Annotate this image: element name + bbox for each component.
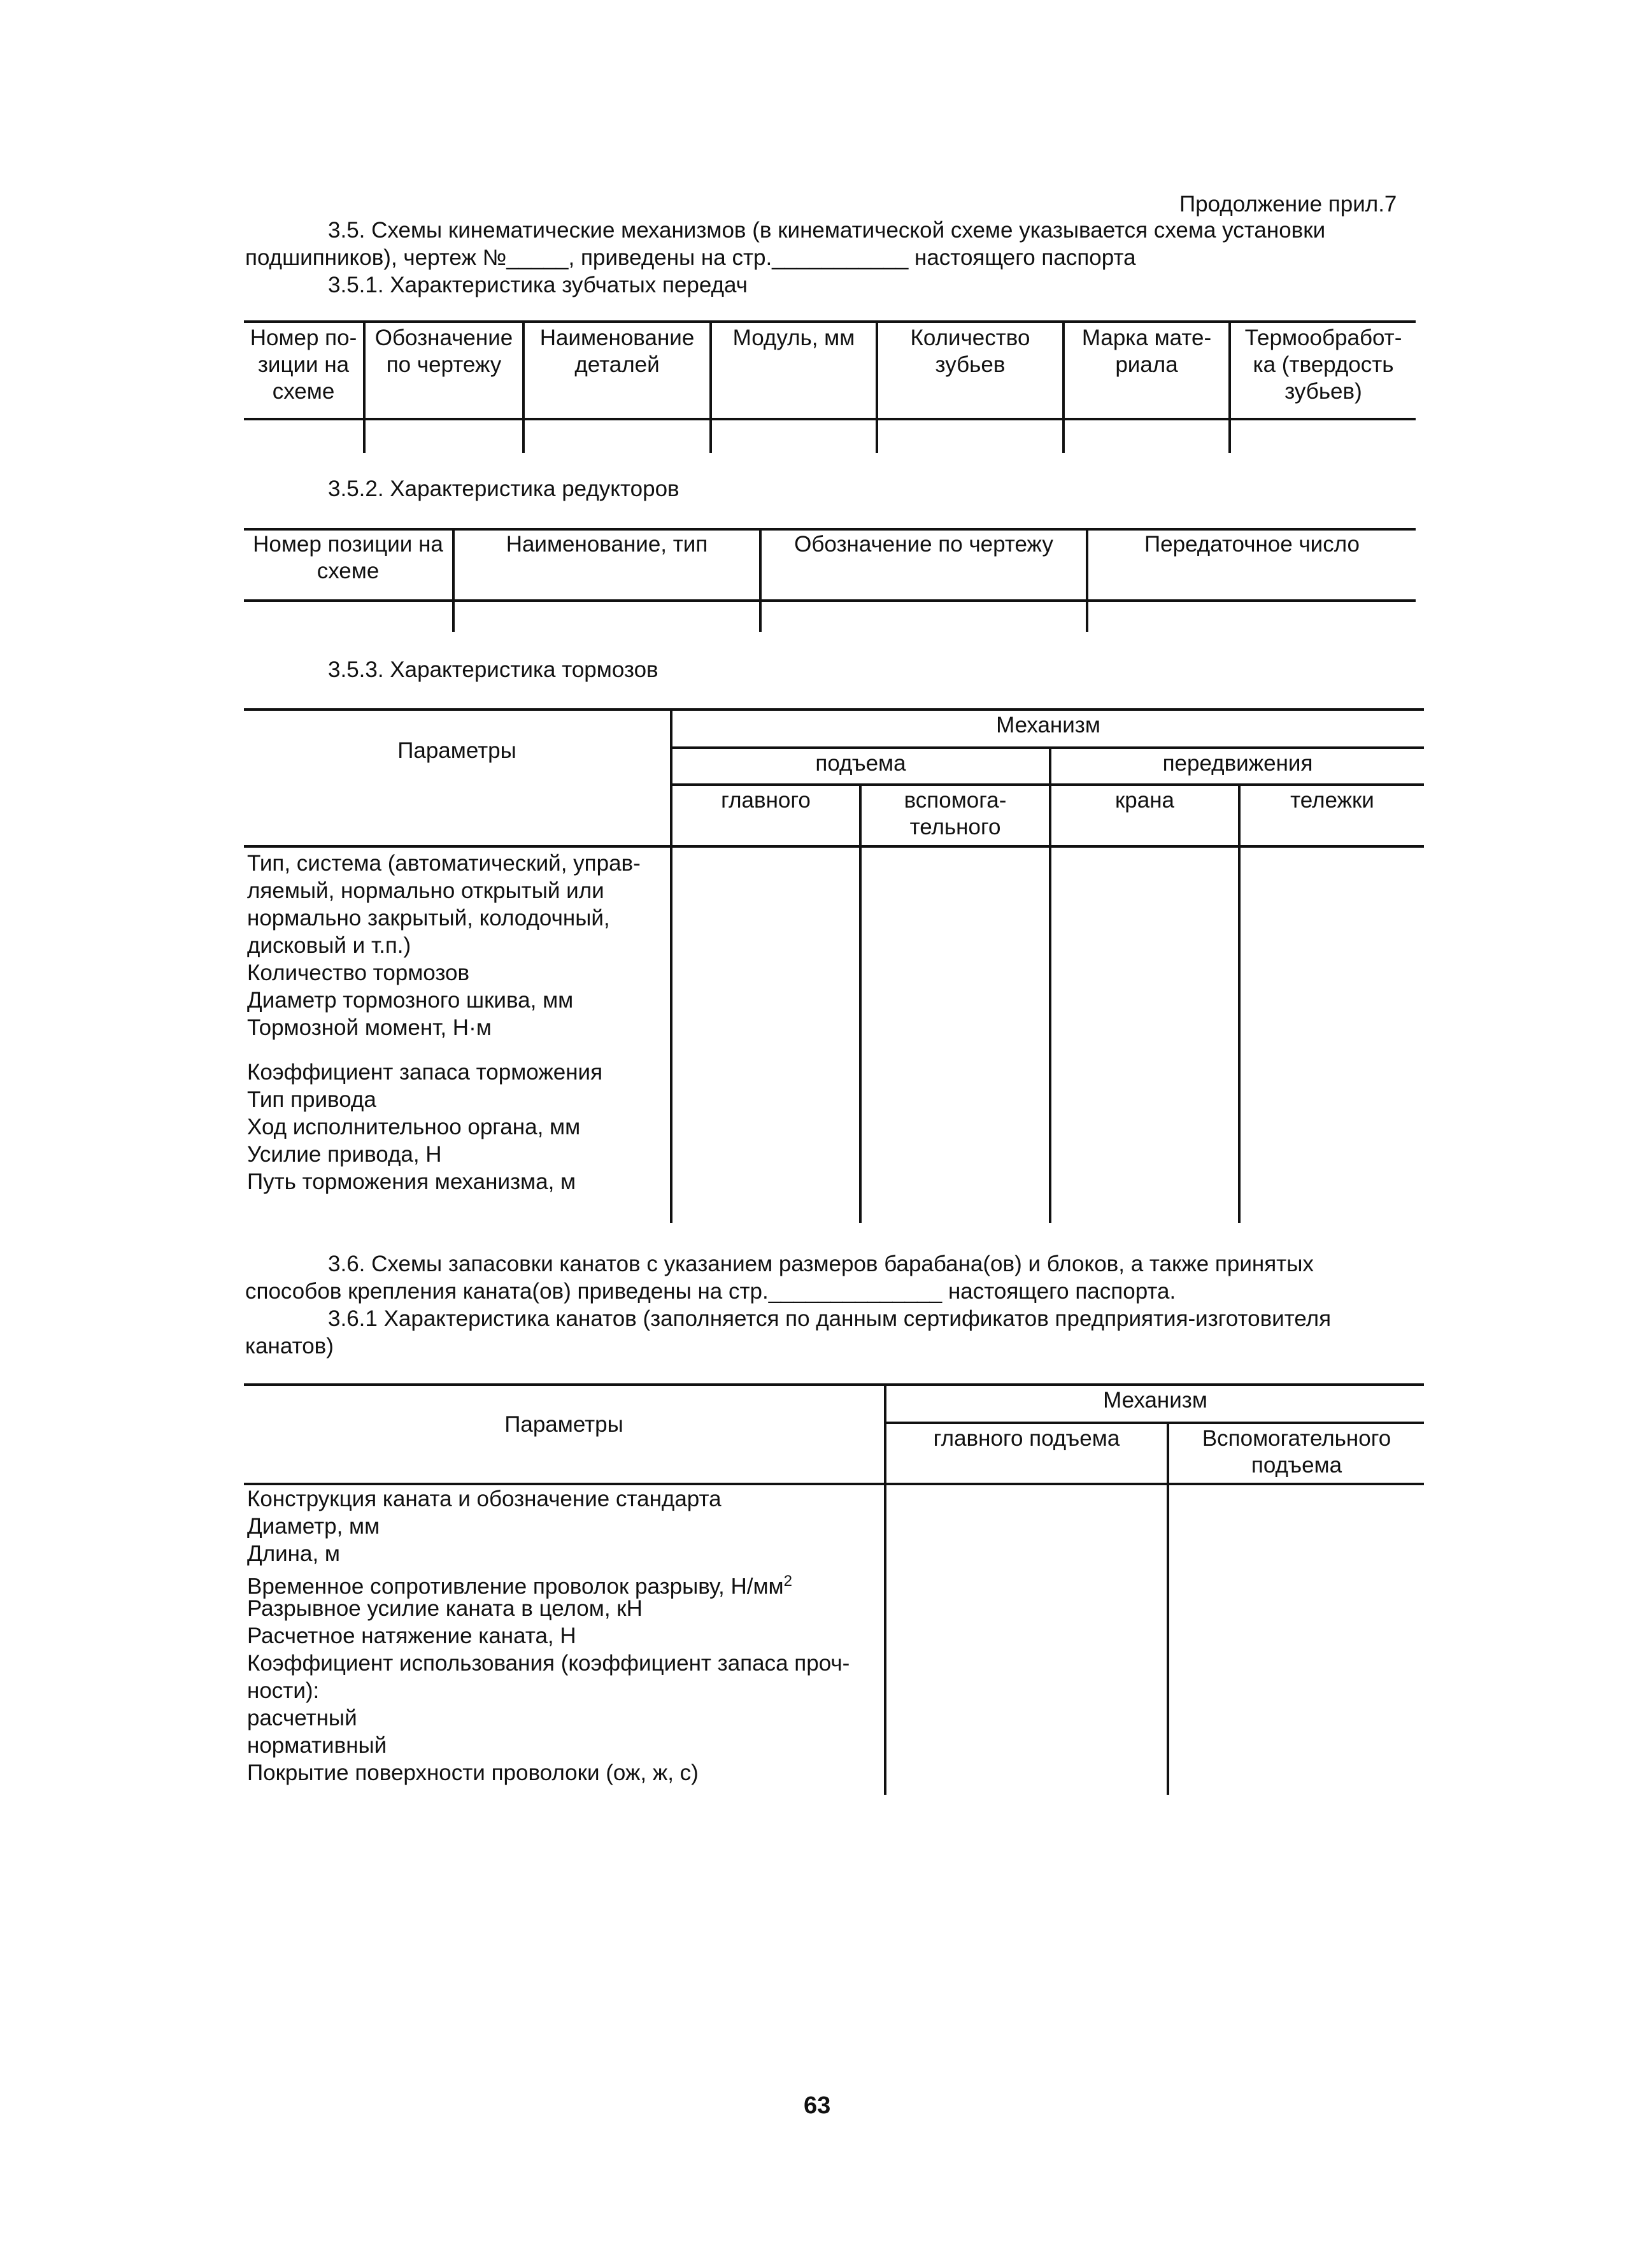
brake-param-row: Коэффициент запаса торможения <box>247 1060 603 1085</box>
brake-param-row: дисковый и т.п.) <box>247 933 411 958</box>
table-rule <box>244 845 1424 848</box>
table-divider <box>670 708 672 1223</box>
brake-param-row: Усилие привода, Н <box>247 1142 442 1167</box>
table-rule <box>670 783 1424 786</box>
brake-param-row: Диаметр тормозного шкива, мм <box>247 988 574 1013</box>
rope-param-row: Расчетное натяжение каната, Н <box>247 1623 576 1648</box>
table-rule <box>244 599 1416 602</box>
table-rule <box>670 746 1424 749</box>
rope-param-row: расчетный <box>247 1706 357 1730</box>
section-3-6-line1: 3.6. Схемы запасовки канатов с указанием размеров барабана(ов) и блоков, а также принятых <box>328 1252 1314 1276</box>
reducers-header-position: Номер позиции на схеме <box>253 532 443 583</box>
brakes-title: 3.5.3. Характеристика тормозов <box>328 657 658 682</box>
reducers-header-ratio: Передаточное число <box>1144 532 1360 557</box>
table-rule <box>244 708 1424 711</box>
table-divider <box>859 783 862 1223</box>
rope-param-row: Разрывное усилие каната в целом, кН <box>247 1596 643 1621</box>
brake-param-row: Количество тормозов <box>247 960 470 985</box>
rope-param-row: Покрытие поверхности проволоки (ож, ж, с) <box>247 1760 699 1785</box>
rope-param-row: Коэффициент использования (коэффициент запаса проч- <box>247 1651 850 1676</box>
section-3-6-1-line2: канатов) <box>245 1334 334 1359</box>
reducers-header-name: Наименование, тип <box>506 532 708 557</box>
brakes-aux-header: вспомога- тельного <box>904 788 1007 839</box>
brake-param-row: Тормозной момент, Н·м <box>247 1015 492 1040</box>
gears-header-module: Модуль, мм <box>732 325 855 350</box>
table-rule <box>884 1422 1424 1424</box>
reducers-title: 3.5.2. Характеристика редукторов <box>328 476 679 501</box>
brake-param-row: ляемый, нормально открытый или <box>247 878 604 903</box>
section-3-5-line1: 3.5. Схемы кинематические механизмов (в кинематической схеме указывается схема установки <box>328 218 1326 243</box>
reducers-header-designation: Обозначение по чертежу <box>794 532 1053 557</box>
brakes-lifting-header: подъема <box>815 751 906 776</box>
section-3-6-1-line1: 3.6.1 Характеристика канатов (заполняется по данным сертификатов предприятия-изготовителя <box>328 1306 1332 1331</box>
table-rule <box>244 320 1416 323</box>
section-3-5-1-title: 3.5.1. Характеристика зубчатых передач <box>328 273 748 297</box>
table-rule <box>244 528 1416 531</box>
rope-param-row: ности): <box>247 1678 320 1703</box>
page-number: 63 <box>804 2092 831 2119</box>
gears-header-teeth: Количество зубьев <box>910 325 1030 377</box>
brakes-crane-header: крана <box>1114 788 1175 813</box>
table-rule <box>244 418 1416 420</box>
brake-param-row: Путь торможения механизма, м <box>247 1169 576 1194</box>
brake-param-row: нормально закрытый, колодочный, <box>247 906 610 931</box>
brakes-trolley-header: тележки <box>1290 788 1374 813</box>
brakes-params-header: Параметры <box>397 738 516 763</box>
section-3-5-line2: подшипников), чертеж №_____, приведены на стр.___________ настоящего паспорта <box>245 245 1136 270</box>
gears-header-position: Номер по- зиции на схеме <box>250 325 357 404</box>
continuation-note: Продолжение прил.7 <box>1179 192 1397 217</box>
brake-param-row: Тип, система (автоматический, управ- <box>247 851 641 876</box>
table-rule <box>244 1383 1424 1386</box>
ropes-aux-lift-header: Вспомогательного подъема <box>1202 1426 1391 1478</box>
gears-header-heat-treatment: Термообработ- ка (твердость зубьев) <box>1244 325 1402 404</box>
superscript-squared: 2 <box>783 1573 792 1590</box>
rope-param-row: Конструкция каната и обозначение стандарта <box>247 1487 722 1511</box>
ropes-mechanism-header: Механизм <box>1103 1388 1207 1413</box>
table-divider <box>1049 746 1051 1223</box>
ropes-params-header: Параметры <box>504 1412 623 1437</box>
section-3-6-line2: способов крепления каната(ов) приведены на стр.______________ настоящего паспорта. <box>245 1279 1176 1304</box>
gears-header-material: Марка мате- риала <box>1081 325 1212 377</box>
gears-header-designation: Обозначение по чертежу <box>374 325 513 377</box>
rope-param-row: Временное сопротивление проволок разрыву, $Н/мм^2$ <box>247 1573 792 1599</box>
brakes-main-header: главного <box>721 788 811 813</box>
brake-param-row: Ход исполнительноо органа, мм <box>247 1115 581 1139</box>
brakes-mechanism-header: Механизм <box>996 713 1100 738</box>
brakes-travel-header: передвижения <box>1162 751 1313 776</box>
rope-param-row: Длина, м <box>247 1541 340 1566</box>
gears-header-name: Наименование деталей <box>539 325 695 377</box>
ropes-main-lift-header: главного подъема <box>933 1426 1120 1451</box>
rope-param-row: нормативный <box>247 1733 387 1758</box>
brake-param-row: Тип привода <box>247 1087 376 1112</box>
rope-param-row: Диаметр, мм <box>247 1514 380 1539</box>
table-divider <box>1238 783 1241 1223</box>
